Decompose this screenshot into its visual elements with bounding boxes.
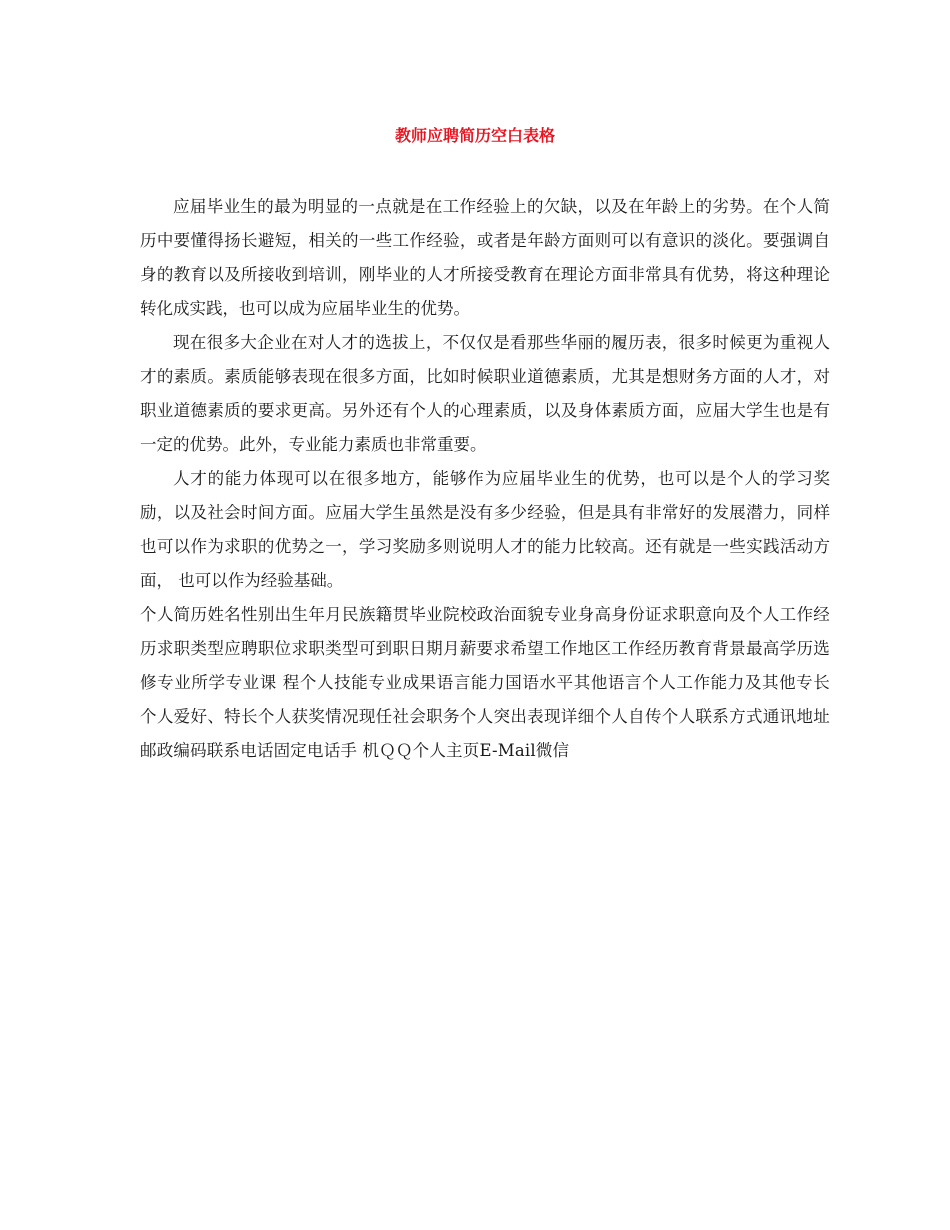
document-body	[140, 190, 830, 768]
document-title: 教师应聘简历空白表格	[394, 126, 555, 145]
paragraph-1: 应届毕业生的最为明显的一点就是在工作经验上的欠缺，以及在年龄上的劣势。在个人简历中要懂得扬长避短，相关的一些工作经验，或者是年龄方面则可以有意识的淡化。要强调自身的教育以及所接收到培训，刚毕业的人才所接受教育在理论方面非常具有优势，将这种理论转化成实践，也可以成为应届毕业生的优势。	[140, 197, 830, 318]
resume-field-list: 个人简历姓名性别出生年月民族籍贯毕业院校政治面貌专业身高身份证求职意向及个人工作经历求职类型应聘职位求职类型可到职日期月薪要求希望工作地区工作经历教育背景最高学历选修专业所学专业课 程个人技能专业成果语言能力国语水平其他语言个人工作能力及其他专长个人爱好、特长个人获奖情况现任社会职务个人突出表现详细个人自传个人联系方式通讯地址邮政编码联系电话固定电话手 机ＱＱ个人主页E-Mail微信	[140, 605, 830, 760]
paragraph-3: 人才的能力体现可以在很多地方，能够作为应届毕业生的优势，也可以是个人的学习奖励，以及社会时间方面。应届大学生虽然是没有多少经验，但是具有非常好的发展潜力，同样也可以作为求职的优势之一，学习奖励多则说明人才的能力比较高。还有就是一些实践活动方面， 也可以作为经验基础。	[140, 469, 830, 590]
paragraph-2: 现在很多大企业在对人才的选拔上，不仅仅是看那些华丽的履历表，很多时候更为重视人才的素质。素质能够表现在很多方面，比如时候职业道德素质，尤其是想财务方面的人才，对职业道德素质的要求更高。另外还有个人的心理素质，以及身体素质方面，应届大学生也是有一定的优势。此外，专业能力素质也非常重要。	[140, 333, 830, 454]
